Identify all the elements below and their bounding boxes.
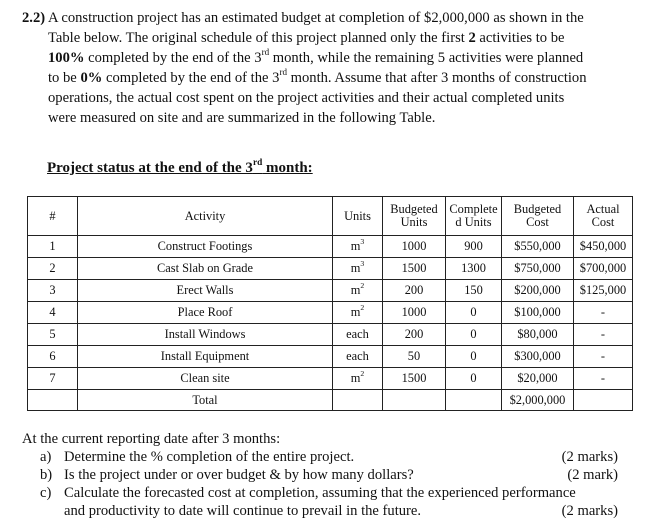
section-heading: Project status at the end of the 3rd month: — [47, 157, 313, 176]
cell-completed-units: 1300 — [446, 258, 502, 280]
question-number: 2.2) — [22, 10, 46, 26]
question-line-1: A construction project has an estimated budget at completion of $2,000,000 as shown in the — [47, 10, 584, 26]
header-budgeted-cost-line2: Cost — [526, 215, 549, 229]
cell-activity: Place Roof — [78, 302, 333, 324]
cell-completed-units — [446, 390, 502, 411]
project-status-table — [27, 196, 633, 411]
cell-num: 6 — [28, 346, 78, 368]
table-total-row — [28, 390, 633, 411]
cell-actual-cost: - — [574, 368, 633, 390]
header-budgeted-units-line2: Units — [400, 215, 428, 229]
header-actual-cost — [574, 197, 633, 236]
unit-exponent: 3 — [360, 258, 365, 268]
cell-budgeted-units: 200 — [383, 280, 446, 302]
sub-question-marks: (2 marks) — [561, 503, 618, 519]
cell-activity: Clean site — [78, 368, 333, 390]
sub-questions — [22, 430, 648, 520]
unit-base: m — [350, 371, 361, 385]
question-line-2: Table below. The original schedule of this project planned only the first 2 activities to be — [48, 30, 565, 46]
table-row — [28, 280, 633, 302]
cell-budgeted-units: 1000 — [383, 236, 446, 258]
cell-units — [333, 390, 383, 411]
header-budgeted-units — [383, 197, 446, 236]
cell-activity: Construct Footings — [78, 236, 333, 258]
cell-budgeted-cost: $200,000 — [502, 280, 574, 302]
header-budgeted-cost-line1: Budgeted — [513, 202, 562, 216]
cell-completed-units: 0 — [446, 346, 502, 368]
header-actual-cost-line2: Cost — [591, 215, 615, 229]
sub-question-b — [22, 466, 648, 484]
cell-num: 2 — [28, 258, 78, 280]
unit-exponent: 3 — [360, 236, 365, 246]
unit-base: each — [346, 327, 369, 341]
question-text — [22, 8, 644, 128]
unit-exponent: 2 — [360, 302, 365, 312]
sub-question-letter: b) — [40, 467, 53, 483]
question-line-3: 100% completed by the end of the 3rd month, while the remaining 5 activities were planned — [48, 46, 584, 66]
cell-actual-cost: - — [574, 302, 633, 324]
header-units: Units — [333, 197, 383, 236]
cell-num: 7 — [28, 368, 78, 390]
cell-budgeted-cost: $80,000 — [502, 324, 574, 346]
cell-total-label: Total — [78, 390, 333, 411]
cell-units — [333, 368, 383, 390]
cell-budgeted-units: 1000 — [383, 302, 446, 324]
cell-units — [333, 302, 383, 324]
sub-question-text: Determine the % completion of the entire project. — [64, 449, 355, 465]
cell-actual-cost: - — [574, 324, 633, 346]
sub-questions-intro: At the current reporting date after 3 months: — [22, 431, 281, 447]
header-actual-cost-line1: Actual — [586, 202, 620, 216]
sub-question-text: Is the project under or over budget & by how many dollars? — [64, 467, 414, 483]
sub-question-letter: c) — [40, 485, 52, 501]
question-line-5: operations, the actual cost spent on the project activities and their actual completed units — [48, 90, 565, 106]
cell-num: 5 — [28, 324, 78, 346]
cell-budgeted-cost: $550,000 — [502, 236, 574, 258]
table-row — [28, 368, 633, 390]
unit-exponent: 2 — [360, 368, 365, 378]
table-header-row — [28, 197, 633, 236]
cell-num: 1 — [28, 236, 78, 258]
cell-units — [333, 346, 383, 368]
sub-question-text-continued: and productivity to date will continue to prevail in the future. — [64, 503, 422, 519]
cell-budgeted-cost: $100,000 — [502, 302, 574, 324]
header-completed-units-line2: d Units — [455, 215, 492, 229]
table-row — [28, 258, 633, 280]
unit-base: m — [350, 239, 361, 253]
sub-question-marks: (2 marks) — [561, 449, 618, 465]
cell-num: 3 — [28, 280, 78, 302]
cell-budgeted-cost: $300,000 — [502, 346, 574, 368]
cell-completed-units: 0 — [446, 368, 502, 390]
sub-question-letter: a) — [40, 449, 52, 465]
cell-actual-cost: - — [574, 346, 633, 368]
cell-actual-cost: $450,000 — [574, 236, 633, 258]
header-completed-units — [446, 197, 502, 236]
cell-budgeted-units: 50 — [383, 346, 446, 368]
table-row — [28, 236, 633, 258]
cell-activity: Install Equipment — [78, 346, 333, 368]
cell-budgeted-cost: $750,000 — [502, 258, 574, 280]
unit-exponent: 2 — [360, 280, 365, 290]
cell-budgeted-units: 1500 — [383, 368, 446, 390]
sub-question-text: Calculate the forecasted cost at completion, assuming that the experienced performance — [64, 485, 576, 501]
cell-units — [333, 258, 383, 280]
cell-actual-cost: $125,000 — [574, 280, 633, 302]
table-row — [28, 302, 633, 324]
cell-activity: Install Windows — [78, 324, 333, 346]
cell-units — [333, 236, 383, 258]
cell-activity: Cast Slab on Grade — [78, 258, 333, 280]
cell-total-budgeted-cost: $2,000,000 — [502, 390, 574, 411]
sub-question-a — [22, 448, 648, 466]
unit-base: m — [350, 305, 361, 319]
cell-units — [333, 280, 383, 302]
cell-units — [333, 324, 383, 346]
cell-budgeted-units: 200 — [383, 324, 446, 346]
cell-completed-units: 900 — [446, 236, 502, 258]
unit-base: m — [350, 283, 361, 297]
header-completed-units-line1: Complete — [449, 202, 498, 216]
table-row — [28, 346, 633, 368]
header-num: # — [28, 197, 78, 236]
cell-budgeted-units — [383, 390, 446, 411]
cell-budgeted-units: 1500 — [383, 258, 446, 280]
sub-question-marks: (2 mark) — [567, 467, 618, 483]
sub-question-c — [22, 484, 648, 520]
cell-completed-units: 150 — [446, 280, 502, 302]
header-budgeted-cost — [502, 197, 574, 236]
table-row — [28, 324, 633, 346]
cell-completed-units: 0 — [446, 324, 502, 346]
cell-actual-cost: $700,000 — [574, 258, 633, 280]
header-budgeted-units-line1: Budgeted — [390, 202, 438, 216]
header-activity: Activity — [78, 197, 333, 236]
cell-actual-cost — [574, 390, 633, 411]
cell-completed-units: 0 — [446, 302, 502, 324]
cell-num — [28, 390, 78, 411]
cell-num: 4 — [28, 302, 78, 324]
question-line-6: were measured on site and are summarized in the following Table. — [48, 110, 436, 126]
cell-budgeted-cost: $20,000 — [502, 368, 574, 390]
unit-base: m — [350, 261, 361, 275]
unit-base: each — [346, 349, 369, 363]
cell-activity: Erect Walls — [78, 280, 333, 302]
question-line-4: to be 0% completed by the end of the 3rd month. Assume that after 3 months of construction — [48, 66, 587, 86]
